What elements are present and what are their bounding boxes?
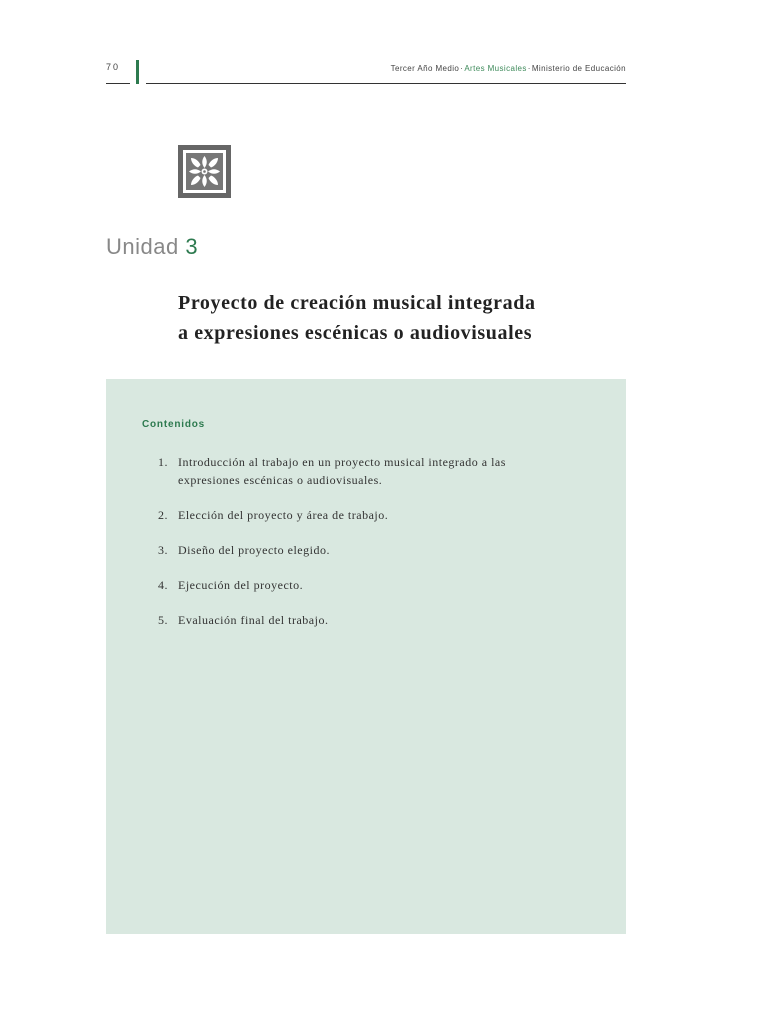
page-header — [106, 58, 626, 86]
list-item — [158, 506, 568, 524]
page-number: 70 — [106, 62, 121, 72]
contents-box — [106, 379, 626, 934]
header-rule — [146, 83, 626, 84]
list-item-text: Ejecución del proyecto. — [178, 578, 304, 592]
header-ministry: Ministerio de Educación — [531, 64, 626, 73]
list-item-text: Introducción al trabajo en un proyecto musical integrado a las expresiones escénicas o audiovisuales. — [178, 455, 506, 487]
page-number-rule — [106, 83, 130, 84]
unit-label-text: Unidad — [106, 234, 179, 259]
header-subject: Artes Musicales — [464, 64, 527, 73]
list-item-text: Evaluación final del trabajo. — [178, 613, 329, 627]
unit-title-line-2: a expresiones escénicas o audiovisuales — [178, 322, 533, 344]
header-meta: Tercer Año Medio·Artes Musicales·Ministerio de Educación — [390, 64, 626, 73]
list-item — [158, 611, 568, 629]
header-course: Tercer Año Medio — [390, 64, 460, 73]
unit-title — [178, 288, 618, 348]
list-item-number: 5. — [158, 613, 168, 627]
ornament-icon — [178, 145, 231, 198]
list-item-number: 1. — [158, 455, 168, 469]
list-item — [158, 541, 568, 559]
contents-list — [158, 453, 568, 646]
unit-title-line-1: Proyecto de creación musical integrada — [178, 292, 536, 314]
list-item-text: Elección del proyecto y área de trabajo. — [178, 508, 389, 522]
list-item-number: 4. — [158, 578, 168, 592]
header-accent-bar — [136, 60, 139, 84]
unit-number: 3 — [185, 234, 199, 259]
contents-heading: Contenidos — [142, 419, 205, 430]
list-item-number: 2. — [158, 508, 168, 522]
list-item-number: 3. — [158, 543, 168, 557]
unit-label — [106, 234, 198, 260]
list-item — [158, 453, 568, 489]
list-item — [158, 576, 568, 594]
list-item-text: Diseño del proyecto elegido. — [178, 543, 330, 557]
